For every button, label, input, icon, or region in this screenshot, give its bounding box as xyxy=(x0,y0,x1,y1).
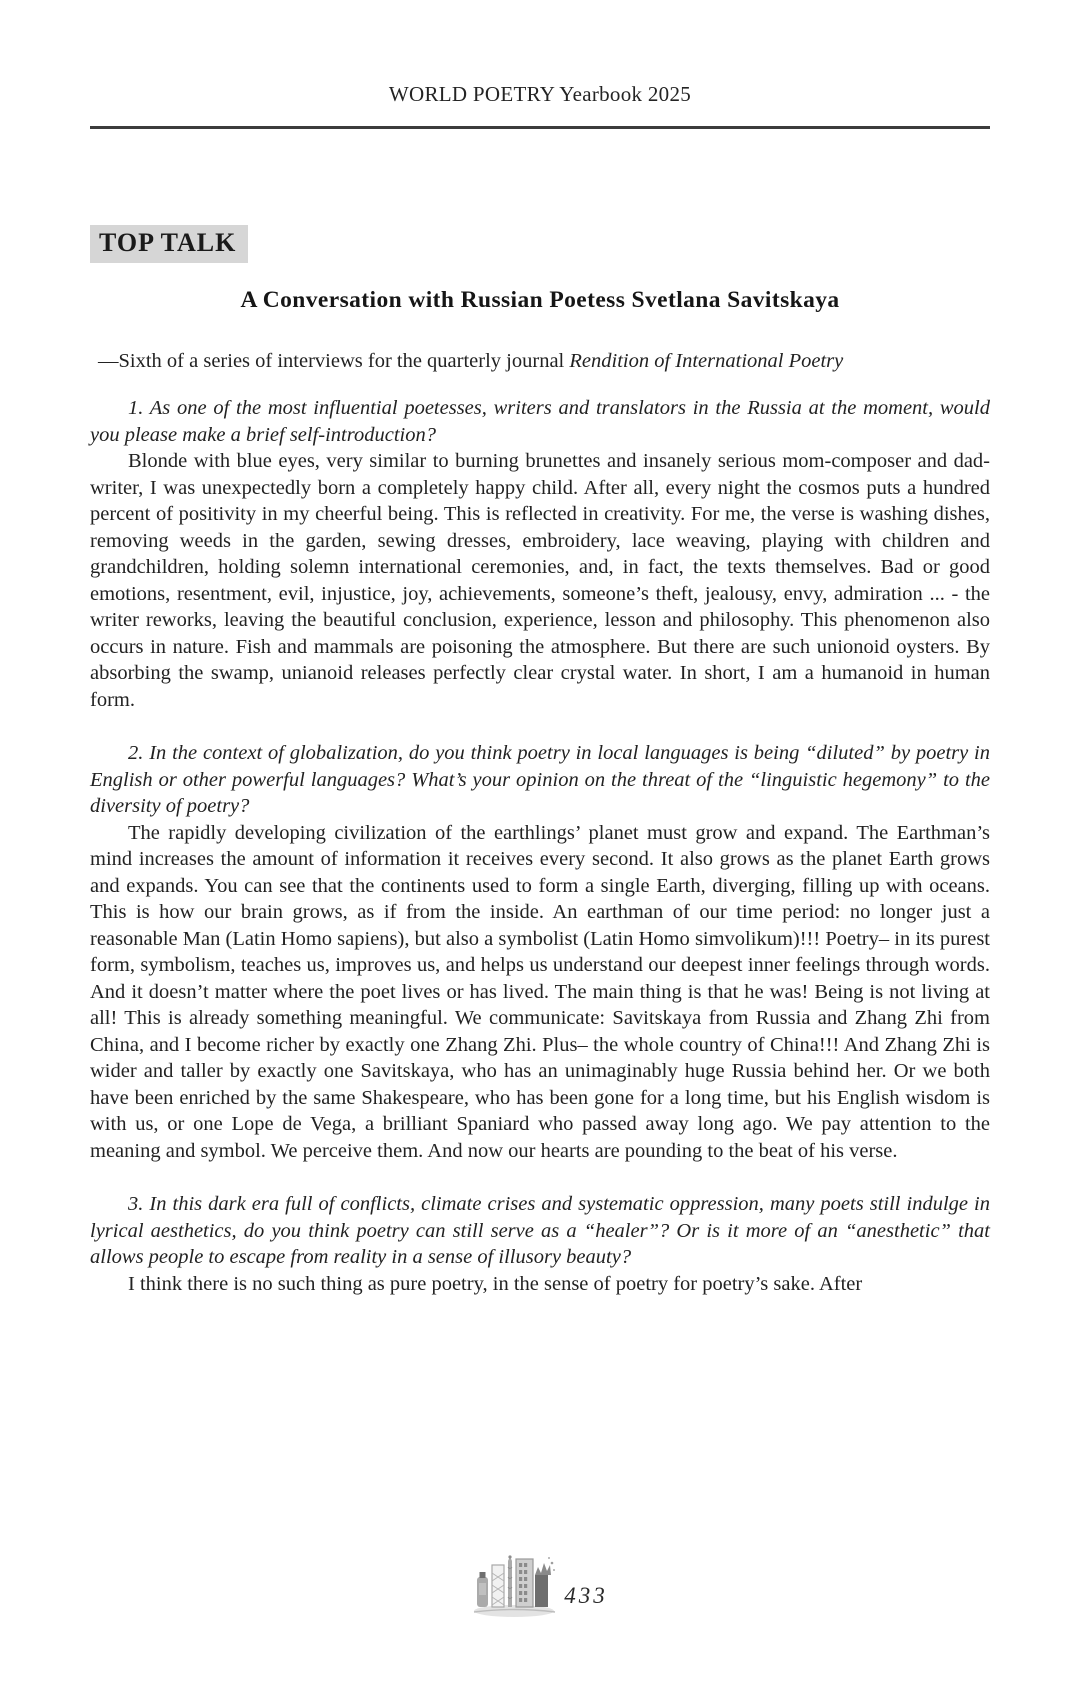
header-rule xyxy=(90,126,990,129)
answer-2: The rapidly developing civilization of the earthlings’ planet must grow and expand. The Earthman’s mind increases the amount of information it receives every second. It also grows as the planet Earth grows and expands. You can see that the continents used to form a single Earth, diverging, filling up with oceans. This is how our brain grows, as if from the inside. An earthman of our time period: no longer just a reasonable Man (Latin Homo sapiens), but also a symbolist (Latin Homo simvolikum)!!! Poetry– in its purest form, symbolism, teaches us, improves us, and helps us understand our deepest inner feelings through words. And it doesn’t matter where the poet lives or has lived. The main thing is that he was! Being is not living at all! This is already something meaningful. We communicate: Savitskaya from Russia and Zhang Zhi from China, and I become richer by exactly one Zhang Zhi. Plus– the whole country of China!!! And Zhang Zhi is wider and taller by exactly one Savitskaya, who has an unimaginably huge Russia behind her. Or we both have been enriched by the same Shakespeare, who has been gone for a long time, but his English wisdom is with us, or one Lope de Vega, a brilliant Spaniard who passed away long ago. We pay attention to the meaning and symbol. We perceive them. And now our hearts are pounding to the beat of his verse. xyxy=(90,821,990,1162)
page-number: 433 xyxy=(564,1583,608,1608)
answer-1: Blonde with blue eyes, very similar to burning brunettes and insanely serious mom-composer and dad-writer, I was unexpectedly born a completely happy child. After all, every night the cosmos puts a hundred percent of positivity in my cheerful being. This is reflected in creativity. For me, the verse is washing dishes, removing weeds in the garden, sewing dresses, embroidery, lace weaving, playing with children and grandchildren, holding solemn international ceremonies, and, in fact, the texts themselves. Bad or good emotions, resentment, evil, injustice, joy, achievements, someone’s theft, jealousy, envy, admiration ... - the writer reworks, leaving the beautiful conclusion, experience, lesson and philosophy. This phenomenon also occurs in nature. Fish and mammals are poisoning the atmosphere. But there are such unionoid oysters. By absorbing the swamp, unianoid releases perfectly clear crystal water. In short, I am a humanoid in human form. xyxy=(90,450,990,711)
question-3: 3. In this dark era full of conflicts, climate crises and systematic oppression, many poets still indulge in lyrical aesthetics, do you think poetry can still serve as a “healer”? Or is it more of an “anesthetic” that allows people to escape from reality in a sense of illusory beauty? xyxy=(90,1193,990,1268)
question-1: 1. As one of the most influential poetesses, writers and translators in the Russia at the moment, would you please make a brief self-introduction? xyxy=(90,397,990,446)
interview-body xyxy=(90,395,990,1297)
running-head-title: WORLD POETRY Yearbook 2025 xyxy=(388,82,692,106)
subtitle-journal-name: Rendition of International Poetry xyxy=(569,350,844,372)
section-label-top-talk: TOP TALK xyxy=(90,225,248,263)
article-subtitle xyxy=(90,350,990,373)
subtitle-prefix: —Sixth of a series of interviews for the quarterly journal xyxy=(98,350,570,372)
question-2: 2. In the context of globalization, do you think poetry in local languages is being “diluted” by poetry in English or other powerful languages? What’s your opinion on the threat of the “linguistic hegemony” to the diversity of poetry? xyxy=(90,742,990,817)
article-title: A Conversation with Russian Poetess Svetlana Savitskaya xyxy=(240,287,840,313)
city-skyline-sketch-icon xyxy=(472,1545,558,1619)
page-footer xyxy=(0,1545,1080,1619)
answer-3: I think there is no such thing as pure poetry, in the sense of poetry for poetry’s sake. After xyxy=(128,1272,863,1295)
